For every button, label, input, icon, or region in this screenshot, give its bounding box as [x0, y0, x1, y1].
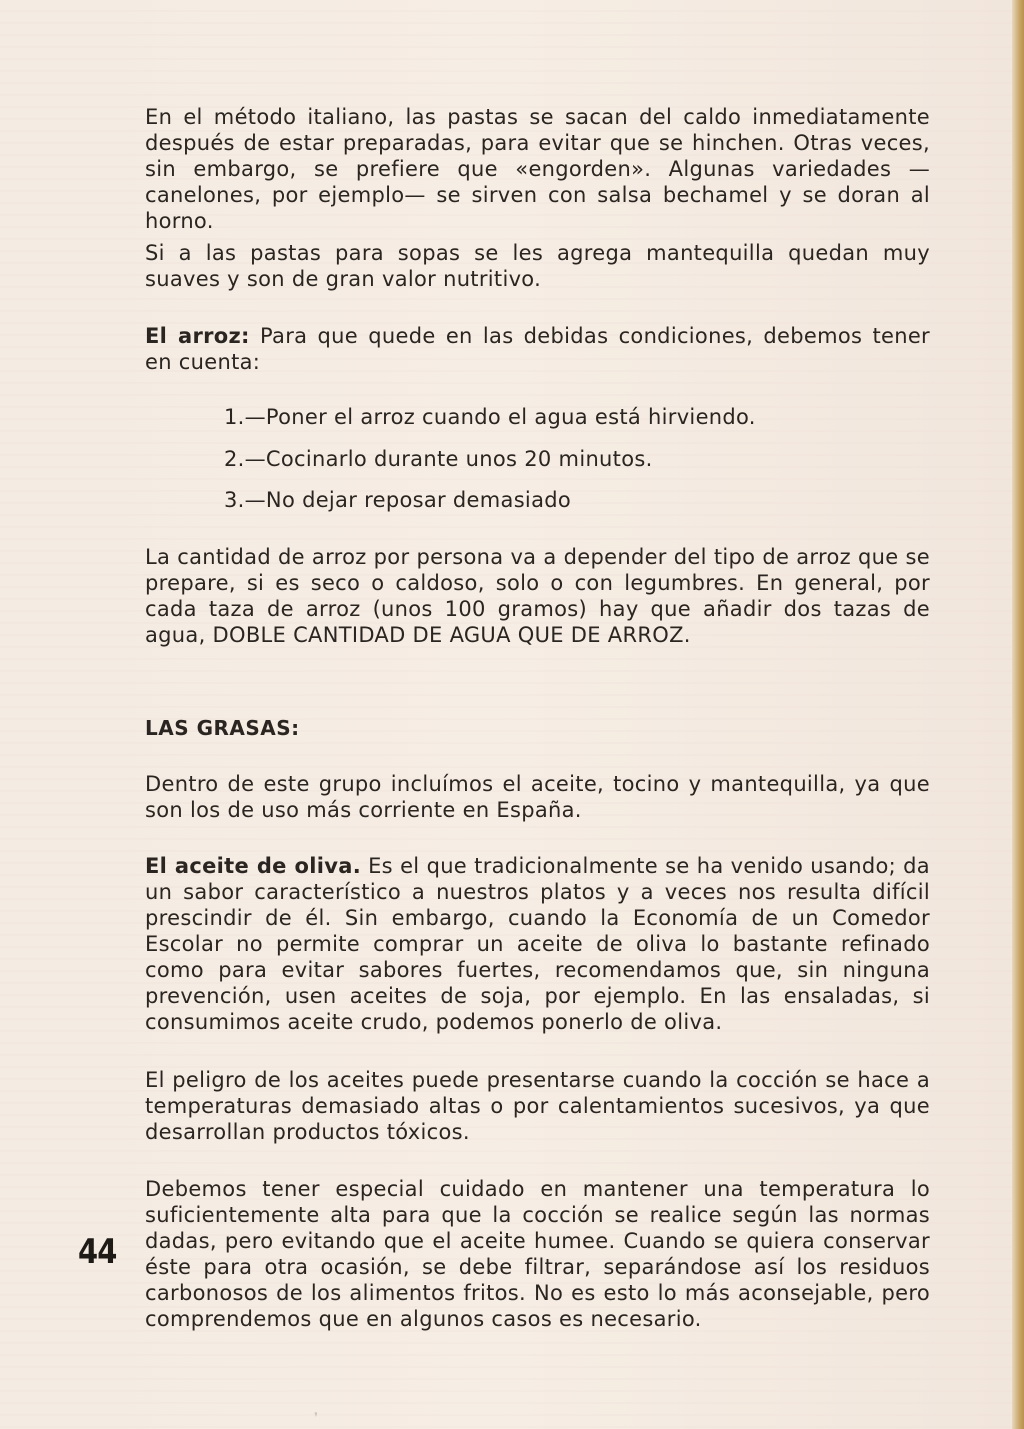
paragraph-aceite-oliva: [145, 853, 930, 1035]
paragraph-cantidad-arroz: La cantidad de arroz por persona va a depender del tipo de arroz que se prepare, si es seco o caldoso, solo o con legumbres. En general, por cada taza de arroz (unos 100 gramos) hay que añadir dos tazas de agua, DOBLE CANTIDAD DE AGUA QUE DE ARROZ.: [145, 545, 930, 647]
arroz-label: El arroz:: [145, 324, 250, 348]
paragraph-grasas-intro: Dentro de este grupo incluímos el aceite, tocino y mantequilla, ya que son los de uso más corriente en España.: [145, 772, 930, 822]
rice-step-2: 2.—Cocinarlo durante unos 20 minutos.: [224, 447, 653, 471]
paragraph-peligro-aceites: El peligro de los aceites puede presentarse cuando la cocción se hace a temperaturas demasiado altas o por calentamientos sucesivos, ya que desarrollan productos tóxicos.: [145, 1068, 930, 1144]
paragraph-pastas-mantequilla: Si a las pastas para sopas se les agrega mantequilla quedan muy suaves y son de gran valor nutritivo.: [145, 241, 930, 291]
paragraph-arroz: [145, 323, 930, 375]
page-edge-shadow: [1012, 0, 1024, 1429]
rice-step-3: 3.—No dejar reposar demasiado: [224, 488, 572, 512]
paper-mark: ❜: [314, 1410, 318, 1424]
section-heading-grasas: LAS GRASAS:: [145, 716, 300, 740]
aceite-oliva-text: Es el que tradicionalmente se ha venido usando; da un sabor característico a nuestros platos y a veces nos resulta difícil prescindir de él. Sin embargo, cuando la Economía de un Comedor Escolar no permite comprar un aceite de oliva lo bastante refinado como para evitar sabores fuertes, recomendamos que, sin ninguna prevención, usen aceites de soja, por ejemplo. En las ensaladas, si consumimos aceite crudo, podemos ponerlo de oliva.: [145, 854, 930, 1034]
rice-step-1: 1.—Poner el arroz cuando el agua está hirviendo.: [224, 405, 756, 429]
aceite-oliva-label: El aceite de oliva.: [145, 854, 361, 878]
page-number: 44: [78, 1232, 117, 1272]
paragraph-pastas-italiano: En el método italiano, las pastas se sacan del caldo inmediatamente después de estar preparadas, para evitar que se hinchen. Otras veces, sin embargo, se prefiere que «engorden». Algunas variedades —canelones, por ejemplo— se sirven con salsa bechamel y se doran al horno.: [145, 105, 930, 233]
paragraph-temperatura: Debemos tener especial cuidado en mantener una temperatura lo suficientemente alta para que la cocción se realice según las normas dadas, pero evitando que el aceite humee. Cuando se quiera conservar éste para otra ocasión, se debe filtrar, separándose así los residuos carbonosos de los alimentos fritos. No es esto lo más aconsejable, pero comprendemos que en algunos casos es necesario.: [145, 1177, 930, 1331]
arroz-intro-text: Para que quede en las debidas condiciones, debemos tener en cuenta:: [145, 324, 930, 374]
